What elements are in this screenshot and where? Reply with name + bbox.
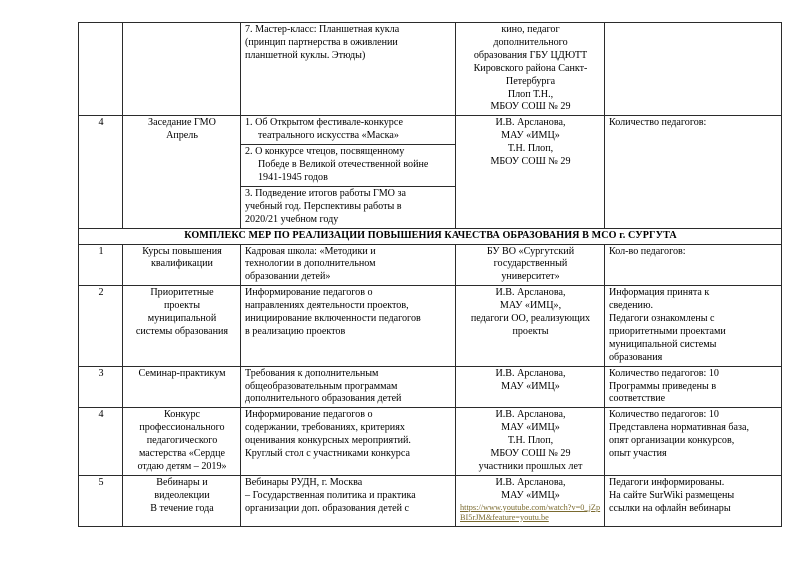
responsible-cell <box>456 286 605 366</box>
content-line: Вебинары РУДН, г. Москва <box>245 476 363 488</box>
responsible-line: БУ ВО «Сургутский <box>486 245 575 257</box>
responsible-line: Петербурга <box>505 75 556 87</box>
responsible-line: И.В. Арсланова, <box>495 476 566 488</box>
result-cell <box>605 408 782 476</box>
content-line: Кадровая школа: «Методики и <box>245 245 376 257</box>
responsible-cell <box>456 408 605 476</box>
content-line: (принцип партнерства в оживлении <box>245 36 398 48</box>
content-subrow <box>241 145 455 187</box>
table-row <box>79 286 782 366</box>
responsible-cell <box>456 244 605 286</box>
table-row <box>79 475 782 526</box>
row-number-cell: 3 <box>79 366 123 408</box>
result-cell <box>605 286 782 366</box>
row-number-cell: 4 <box>79 116 123 228</box>
content-line: инициирование включенности педагогов <box>245 313 421 325</box>
responsible-cell <box>456 475 605 526</box>
responsible-line: педагоги ОО, реализующих <box>470 313 591 325</box>
content-line: 1941-1945 годов <box>258 171 328 183</box>
result-cell <box>605 23 782 116</box>
responsible-cell <box>456 366 605 408</box>
result-line: Информация принята к <box>609 287 710 299</box>
responsible-line: образования ГБУ ЦДЮТТ <box>473 49 588 61</box>
video-link-wrapper <box>460 503 601 525</box>
event-name-cell <box>123 475 241 526</box>
content-item-1 <box>241 116 455 144</box>
content-line: 1. Об Открытом фестивале-конкурсе <box>245 117 403 129</box>
activities-table <box>78 22 782 527</box>
event-name-cell: Семинар-практикум <box>123 366 241 408</box>
result-line: Педагоги ознакомлены с <box>609 313 715 325</box>
event-line: В течение года <box>150 502 214 514</box>
event-name-cell <box>123 244 241 286</box>
responsible-line: Плоп Т.Н., <box>507 88 554 100</box>
table-row <box>79 366 782 408</box>
responsible-line: проекты <box>512 325 549 337</box>
event-line: Курсы повышения <box>142 245 222 257</box>
event-name-cell <box>123 408 241 476</box>
content-line: Победе в Великой отечественной войне <box>258 159 429 171</box>
content-line: – Государственная политика и практика <box>245 489 416 501</box>
content-line: содержании, требованиях, критериях <box>245 422 405 434</box>
content-cell <box>241 366 456 408</box>
responsible-line: Т.Н. Плоп, <box>507 143 554 155</box>
content-line: Круглый стол с участниками конкурса <box>245 448 410 460</box>
result-line: Количество педагогов: 10 <box>609 409 719 421</box>
event-line: отдаю детям – 2019» <box>137 461 227 472</box>
event-line: педагогического <box>146 435 218 447</box>
event-line: мастерства «Сердце <box>138 448 226 460</box>
event-line: Заседание ГМО <box>148 117 216 129</box>
responsible-line: МАУ «ИМЦ» <box>501 130 560 142</box>
result-cell <box>605 475 782 526</box>
content-item-2 <box>241 145 455 187</box>
row-number-cell: 5 <box>79 475 123 526</box>
result-line: приоритетными проектами <box>609 325 726 337</box>
event-line: муниципальной <box>147 313 217 325</box>
responsible-line: МБОУ СОШ № 29 <box>490 448 571 460</box>
content-subrow <box>241 186 455 227</box>
event-line: Приоритетные <box>150 287 214 299</box>
content-cell <box>241 408 456 476</box>
event-line: профессионального <box>139 422 225 434</box>
result-line: муниципальной системы <box>609 338 717 350</box>
content-line: Информирование педагогов о <box>245 409 373 421</box>
result-cell: Количество педагогов: <box>605 116 782 228</box>
table-row <box>79 244 782 286</box>
content-cell <box>241 475 456 526</box>
event-line: Конкурс <box>163 409 200 421</box>
responsible-line: дополнительного <box>493 36 568 48</box>
responsible-line: государственный <box>493 258 568 270</box>
content-line: образовании детей» <box>245 271 331 283</box>
row-number-cell: 2 <box>79 286 123 366</box>
result-line: образования <box>609 351 663 363</box>
youtube-video-link[interactable]: https://www.youtube.com/watch?v=0_jZpBI5rJM&feature=youtu.be <box>460 502 601 522</box>
responsible-line: Кировского района Санкт- <box>473 62 588 74</box>
responsible-line: МАУ «ИМЦ» <box>501 489 560 501</box>
content-line: направлениях деятельности проектов, <box>245 300 409 312</box>
row-number-cell <box>79 23 123 116</box>
responsible-line: И.В. Арсланова, <box>495 117 566 129</box>
row-number-cell: 1 <box>79 244 123 286</box>
responsible-line: университет» <box>501 271 560 283</box>
table-row-banner <box>79 228 782 244</box>
content-line: общеобразовательным программам <box>245 380 398 392</box>
responsible-line: И.В. Арсланова, <box>495 409 566 421</box>
content-line: планшетной куклы. Этюды) <box>245 49 366 61</box>
section-banner-title: КОМПЛЕКС МЕР ПО РЕАЛИЗАЦИИ ПОВЫШЕНИЯ КАЧЕСТВА ОБРАЗОВАНИЯ В МСО г. СУРГУТА <box>79 228 782 244</box>
content-line: 3. Подведение итогов работы ГМО за <box>245 187 406 199</box>
responsible-line: МАУ «ИМЦ» <box>501 380 560 392</box>
content-cell <box>241 116 456 228</box>
content-line: организации доп. образования детей с <box>245 502 410 514</box>
event-line: Апрель <box>166 130 198 142</box>
event-name-cell <box>123 286 241 366</box>
content-item-3 <box>241 186 455 227</box>
event-line: видеолекции <box>154 489 210 501</box>
responsible-line: МБОУ СОШ № 29 <box>490 156 571 168</box>
result-line: ссылки на офлайн вебинары <box>609 502 731 514</box>
responsible-line: И.В. Арсланова, <box>495 287 566 299</box>
content-line: дополнительного образования детей <box>245 393 402 405</box>
event-line: Вебинары и <box>156 476 208 488</box>
result-line: сведению. <box>609 300 654 312</box>
result-line: опят организации конкурсов, <box>609 435 735 447</box>
content-line: учебный год. Перспективы работы в <box>245 200 402 212</box>
content-line: 2. О конкурсе чтецов, посвященному <box>245 146 405 158</box>
result-line: опыт участия <box>609 448 667 460</box>
responsible-line: МБОУ СОШ № 29 <box>490 101 571 113</box>
table-row <box>79 23 782 116</box>
result-line: Представлена нормативная база, <box>609 422 749 434</box>
content-line: 7. Мастер-класс: Планшетная кукла <box>245 24 400 35</box>
content-cell <box>241 244 456 286</box>
event-line: системы образования <box>135 325 229 337</box>
result-line: Количество педагогов: 10 <box>609 367 719 379</box>
content-line: в реализацию проектов <box>245 325 346 337</box>
event-line: квалификации <box>151 258 213 270</box>
content-subrow <box>241 116 455 144</box>
event-name-cell <box>123 116 241 228</box>
result-cell: Кол-во педагогов: <box>605 244 782 286</box>
result-line: соответствие <box>609 393 666 405</box>
content-line: оценивания конкурсных мероприятий. <box>245 435 411 447</box>
result-cell <box>605 366 782 408</box>
responsible-line: Т.Н. Плоп, <box>507 435 554 447</box>
content-cell <box>241 286 456 366</box>
row-number-cell: 4 <box>79 408 123 476</box>
result-line: На сайте SurWiki размещены <box>609 489 735 501</box>
event-line: проекты <box>163 300 201 312</box>
content-line: театрального искусства «Маска» <box>258 130 399 142</box>
table-row <box>79 408 782 476</box>
content-line: Требования к дополнительным <box>245 367 379 379</box>
responsible-line: МАУ «ИМЦ», <box>499 300 562 312</box>
table-row <box>79 116 782 228</box>
content-line: технологии в дополнительном <box>245 258 376 270</box>
content-subtable <box>241 116 455 227</box>
content-line: 2020/21 учебном году <box>245 213 339 225</box>
responsible-line: участники прошлых лет <box>478 461 583 472</box>
event-name-cell <box>123 23 241 116</box>
responsible-cell <box>456 23 605 116</box>
content-cell <box>241 23 456 116</box>
content-line: Информирование педагогов о <box>245 287 373 299</box>
responsible-line: И.В. Арсланова, <box>495 367 566 379</box>
result-line: Программы приведены в <box>609 380 717 392</box>
responsible-line: МАУ «ИМЦ» <box>501 422 560 434</box>
responsible-line: кино, педагог <box>501 24 560 35</box>
responsible-cell <box>456 116 605 228</box>
result-line: Педагоги информированы. <box>609 476 725 488</box>
